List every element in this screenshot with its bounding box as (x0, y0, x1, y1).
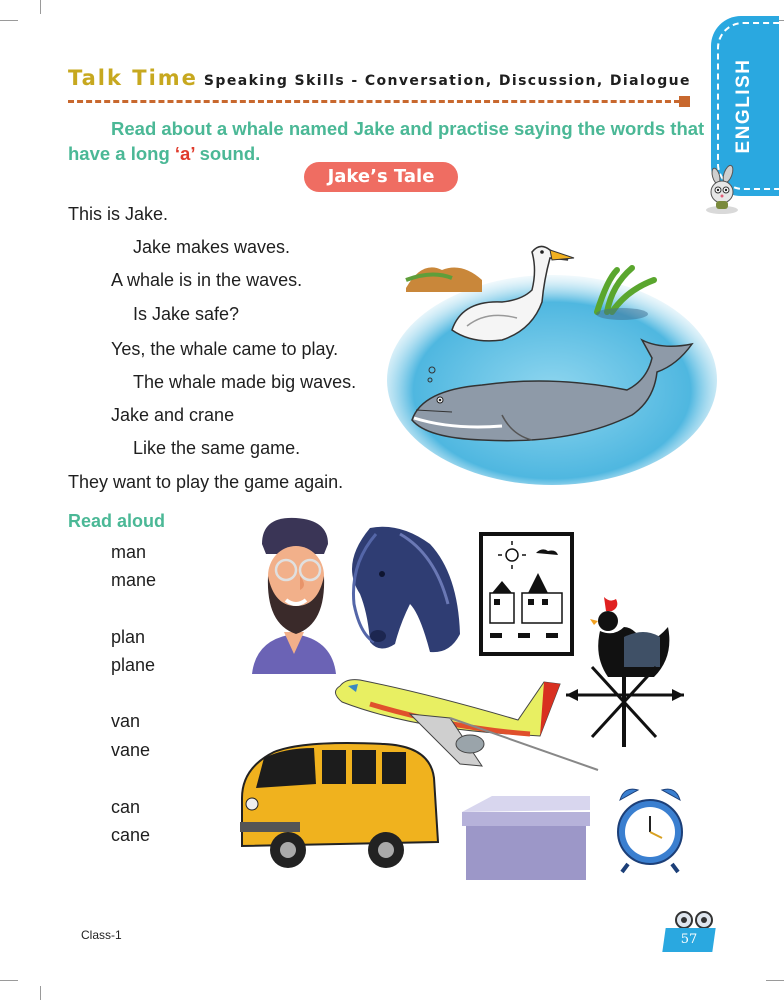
instruction-text (68, 116, 708, 166)
story-line: Is Jake safe? (133, 304, 240, 324)
alarm-clock-illustration (614, 784, 686, 874)
page-header (68, 66, 691, 90)
read-aloud-word: mane (111, 570, 157, 590)
read-aloud-word: can (111, 797, 141, 817)
crane-whale-illustration (392, 240, 712, 490)
subject-tab-label: ENGLISH (733, 58, 754, 154)
read-aloud-heading: Read aloud (68, 511, 166, 531)
crop-mark (40, 986, 41, 1000)
header-title: Talk Time (68, 66, 198, 90)
read-aloud-word: cane (111, 825, 151, 845)
read-aloud-word: plan (111, 627, 146, 647)
bearded-man-illustration (248, 514, 340, 674)
header-subtitle: Speaking Skills - Conversation, Discussion, Dialogue (203, 73, 691, 89)
read-aloud-word: vane (111, 740, 151, 760)
story-line: They want to play the game again. (68, 472, 344, 492)
page-number: 57 (680, 932, 698, 947)
story-line: This is Jake. (68, 204, 169, 224)
box-can-illustration (462, 796, 592, 880)
story-title: Jake’s Tale (304, 162, 458, 192)
horse-mane-illustration (340, 524, 462, 656)
crop-mark (40, 0, 41, 14)
crop-mark (766, 980, 784, 981)
story-line: A whale is in the waves. (111, 270, 303, 290)
highlight-letter: ‘a’ (174, 143, 195, 164)
read-aloud-word: man (111, 542, 147, 562)
story-line: The whale made big waves. (133, 372, 357, 392)
story-line: Jake and crane (111, 405, 235, 425)
story-line: Jake makes waves. (133, 237, 291, 257)
crop-mark (0, 980, 18, 981)
story-line: Like the same game. (133, 438, 301, 458)
crop-mark (0, 20, 18, 21)
read-aloud-word: plane (111, 655, 156, 675)
town-plan-illustration (480, 533, 573, 655)
instruction-part: Read about a whale named Jake and practise saying the words that have a long (68, 118, 705, 164)
instruction-part: sound. (194, 143, 261, 164)
header-divider-end (679, 96, 690, 107)
rabbit-mascot-icon (702, 166, 742, 216)
read-aloud-word: van (111, 711, 141, 731)
van-illustration (234, 738, 440, 872)
header-divider (68, 100, 680, 103)
story-line: Yes, the whale came to play. (111, 339, 339, 359)
goggles-icon (672, 910, 716, 930)
footer-class-label: Class-1 (81, 928, 122, 942)
